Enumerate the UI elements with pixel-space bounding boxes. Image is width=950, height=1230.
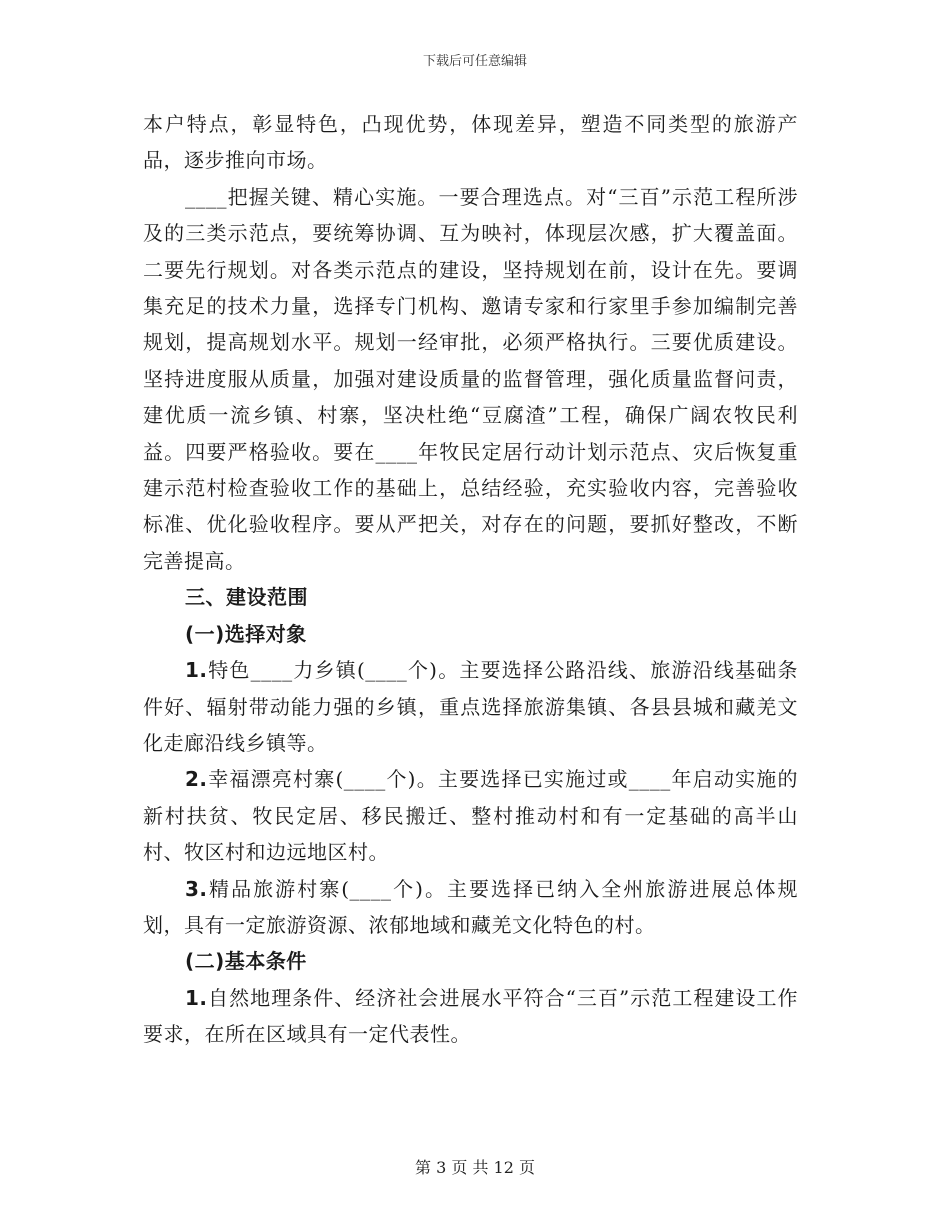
list-item-natural-conditions (143, 980, 798, 1053)
list-item-text: 自然地理条件、经济社会进展水平符合“三百”示范工程建设工作要求，在所在区域具有一定代表性。 (143, 985, 798, 1047)
list-item-number: 1. (185, 658, 208, 683)
paragraph-key-implementation: ____把握关键、精心实施。一要合理选点。对“三百”示范工程所涉及的三类示范点，要统筹协调、互为映衬，体现层次感，扩大覆盖面。二要先行规划。对各类示范点的建设，坚持规划在前，设计在先。要调集充足的技术力量，选择专门机构、邀请专家和行家里手参加编制完善规划，提高规划水平。规划一经审批，必须严格执行。三要优质建设。坚持进度服从质量，加强对建设质量的监督管理，强化质量监督问责，建优质一流乡镇、村寨，坚决杜绝“豆腐渣”工程，确保广阔农牧民利益。四要严格验收。要在____年牧民定居行动计划示范点、灾后恢复重建示范村检查验收工作的基础上，总结经验，充实验收内容，完善验收标准、优化验收程序。要从严把关，对存在的问题，要抓好整改，不断完善提高。 (143, 184, 798, 573)
list-item-text: 特色____力乡镇(____个)。主要选择公路沿线、旅游沿线基础条件好、辐射带动能力强的乡镇，重点选择旅游集镇、各县县城和藏羌文化走廊沿线乡镇等。 (143, 658, 798, 755)
list-item-number: 2. (185, 767, 208, 792)
list-item-number: 1. (185, 985, 208, 1010)
list-item-happy-villages (143, 761, 798, 870)
list-item-number: 3. (185, 876, 208, 901)
section-heading-construction-scope: 三、建设范围 (185, 585, 308, 610)
document-body (143, 106, 798, 1053)
paragraph-product-positioning: 本户特点，彰显特色，凸现优势，体现差异，塑造不同类型的旅游产品，逐步推向市场。 (143, 112, 798, 173)
list-item-text: 幸福漂亮村寨(____个)。主要选择已实施过或____年启动实施的新村扶贫、牧民定居、移民搬迁、整村推动村和有一定基础的高半山村、牧区村和边远地区村。 (143, 767, 798, 865)
list-item-text: 精品旅游村寨(____个)。主要选择已纳入全州旅游进展总体规划，具有一定旅游资源、浓郁地域和藏羌文化特色的村。 (143, 876, 798, 937)
page-header-note: 下载后可任意编辑 (422, 54, 527, 69)
list-item-tourism-villages (143, 871, 798, 944)
subsection-heading-selection-targets: (一)选择对象 (185, 621, 307, 646)
subsection-heading-basic-conditions: (二)基本条件 (185, 949, 307, 974)
list-item-featured-towns (143, 652, 798, 761)
page-number-footer: 第 3 页 共 12 页 (415, 1158, 535, 1177)
